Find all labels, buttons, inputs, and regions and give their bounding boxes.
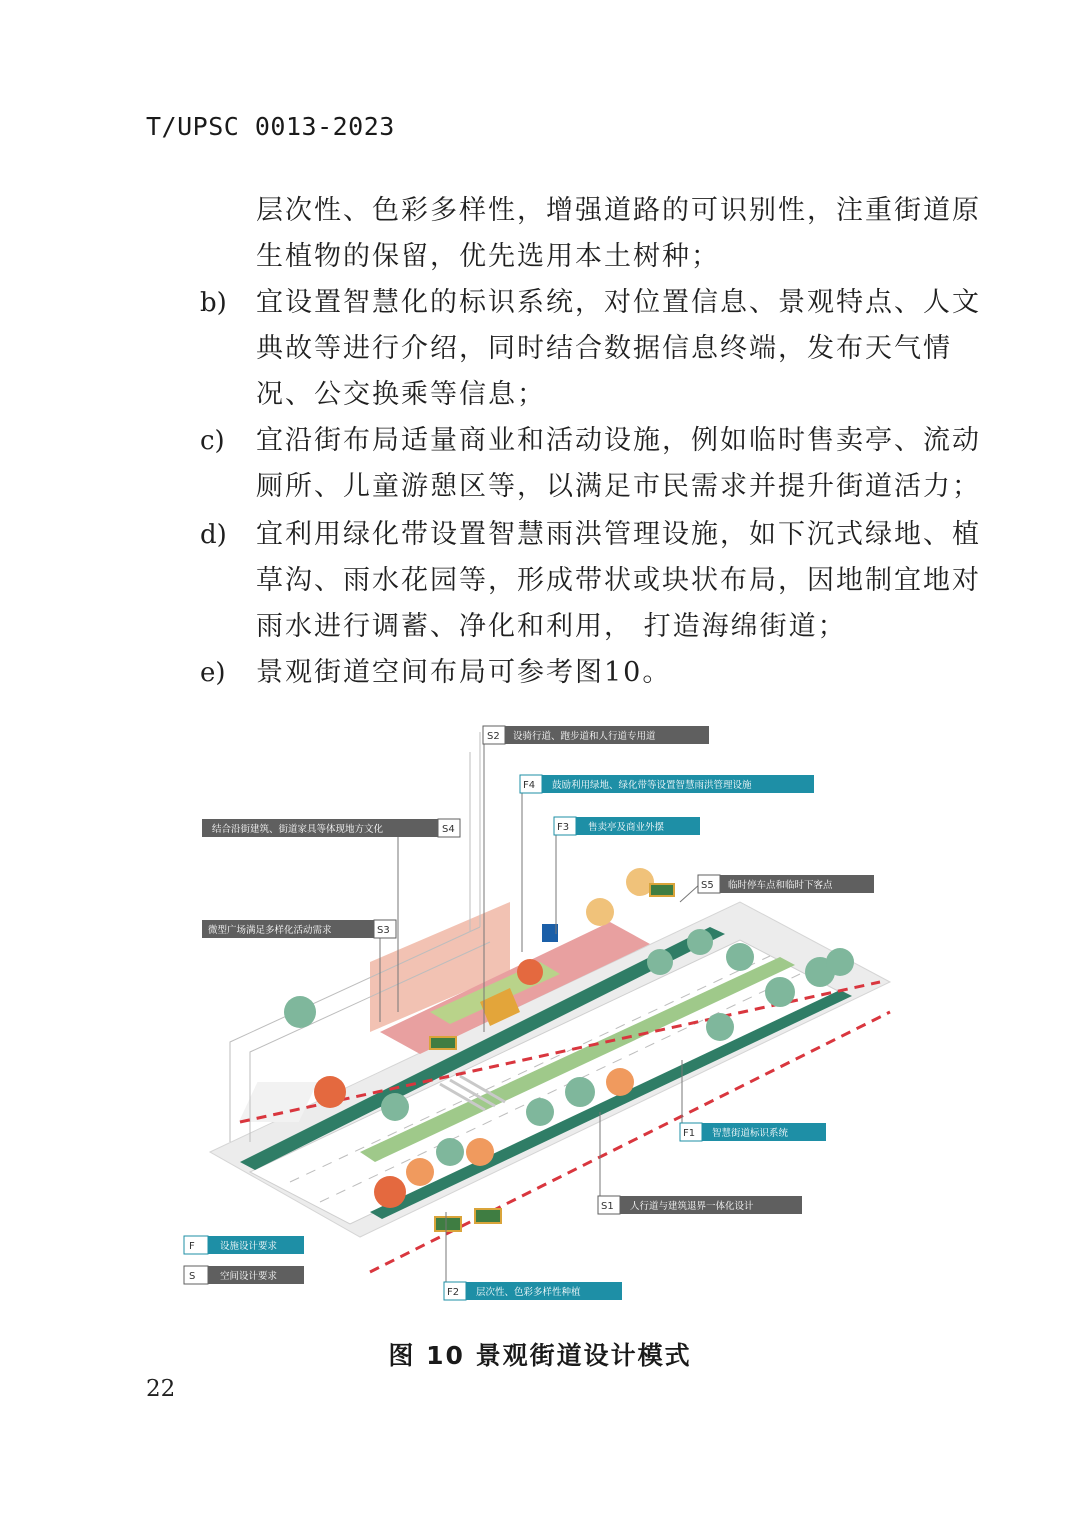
text-line: 况、公交换乘等信息； <box>256 379 546 410</box>
legend-text: 设施设计要求 <box>220 1241 278 1252</box>
list-item-d <box>256 512 981 650</box>
callout-text: 结合沿街建筑、街道家具等体现地方文化 <box>212 824 384 835</box>
callout-code: S5 <box>701 880 714 891</box>
list-item-c <box>256 418 981 510</box>
text-line: 宜设置智慧化的标识系统，对位置信息、景观特点、人文 <box>256 287 981 318</box>
callout-s5 <box>698 875 874 893</box>
callout-s3 <box>202 920 396 938</box>
callout-f1 <box>680 1123 826 1141</box>
callout-s1 <box>598 1196 802 1214</box>
page-number: 22 <box>146 1376 176 1402</box>
callout-s2 <box>483 726 709 744</box>
callout-code: F1 <box>683 1128 696 1139</box>
callout-text: 人行道与建筑退界一体化设计 <box>630 1201 754 1212</box>
callout-code: F2 <box>447 1287 460 1298</box>
callout-s4 <box>202 819 460 837</box>
legend-space <box>184 1266 304 1284</box>
list-marker-d: d) <box>200 520 227 550</box>
text-line: 宜沿街布局适量商业和活动设施，例如临时售卖亭、流动 <box>256 425 981 456</box>
callout-f2 <box>444 1282 622 1300</box>
list-marker-b: b) <box>200 288 227 318</box>
document-id: T/UPSC 0013-2023 <box>146 112 395 141</box>
text-line: 层次性、色彩多样性，增强道路的可识别性，注重街道原 <box>256 195 981 226</box>
callout-f3 <box>554 817 700 835</box>
callout-text: 售卖亭及商业外摆 <box>588 822 665 833</box>
text-line: 典故等进行介绍，同时结合数据信息终端，发布天气情 <box>256 333 952 364</box>
callout-text: 临时停车点和临时下客点 <box>728 880 833 891</box>
callout-f4 <box>520 775 814 793</box>
list-item-e <box>256 650 946 696</box>
street-illustration <box>180 712 900 1312</box>
callout-code: F3 <box>557 822 570 833</box>
callout-text: 智慧街道标识系统 <box>712 1128 789 1139</box>
callout-text: 层次性、色彩多样性种植 <box>476 1287 581 1298</box>
callout-text: 设骑行道、跑步道和人行道专用道 <box>513 731 656 742</box>
text-line: 宜利用绿化带设置智慧雨洪管理设施，如下沉式绿地、植 <box>256 519 981 550</box>
callout-code: S4 <box>442 824 455 835</box>
item-a-continuation <box>256 188 981 280</box>
legend-text: 空间设计要求 <box>220 1271 278 1282</box>
text-line: 生植物的保留，优先选用本土树种； <box>256 241 720 272</box>
text-line: 草沟、雨水花园等，形成带状或块状布局，因地制宜地对 <box>256 565 981 596</box>
list-marker-e: e) <box>200 658 226 688</box>
callout-code: F4 <box>523 780 536 791</box>
list-item-b <box>256 280 981 418</box>
callout-code: S1 <box>601 1201 614 1212</box>
callout-text: 鼓励利用绿地、绿化带等设置智慧雨洪管理设施 <box>552 780 752 791</box>
text-line: 雨水进行调蓄、净化和利用， 打造海绵街道； <box>256 611 847 642</box>
legend-facility <box>184 1236 304 1254</box>
text-line: 景观街道空间布局可参考图10。 <box>256 657 672 688</box>
callout-code: S3 <box>377 925 390 936</box>
legend-code: S <box>189 1271 196 1282</box>
text-line: 厕所、儿童游憩区等，以满足市民需求并提升街道活力； <box>256 471 981 502</box>
legend <box>184 1236 304 1284</box>
list-marker-c: c) <box>200 426 225 456</box>
street-design-figure <box>180 712 900 1312</box>
legend-code: F <box>189 1241 195 1252</box>
callout-code: S2 <box>487 731 500 742</box>
callout-text: 微型广场满足多样化活动需求 <box>208 925 332 936</box>
figure-caption: 图 10 景观街道设计模式 <box>388 1341 692 1370</box>
